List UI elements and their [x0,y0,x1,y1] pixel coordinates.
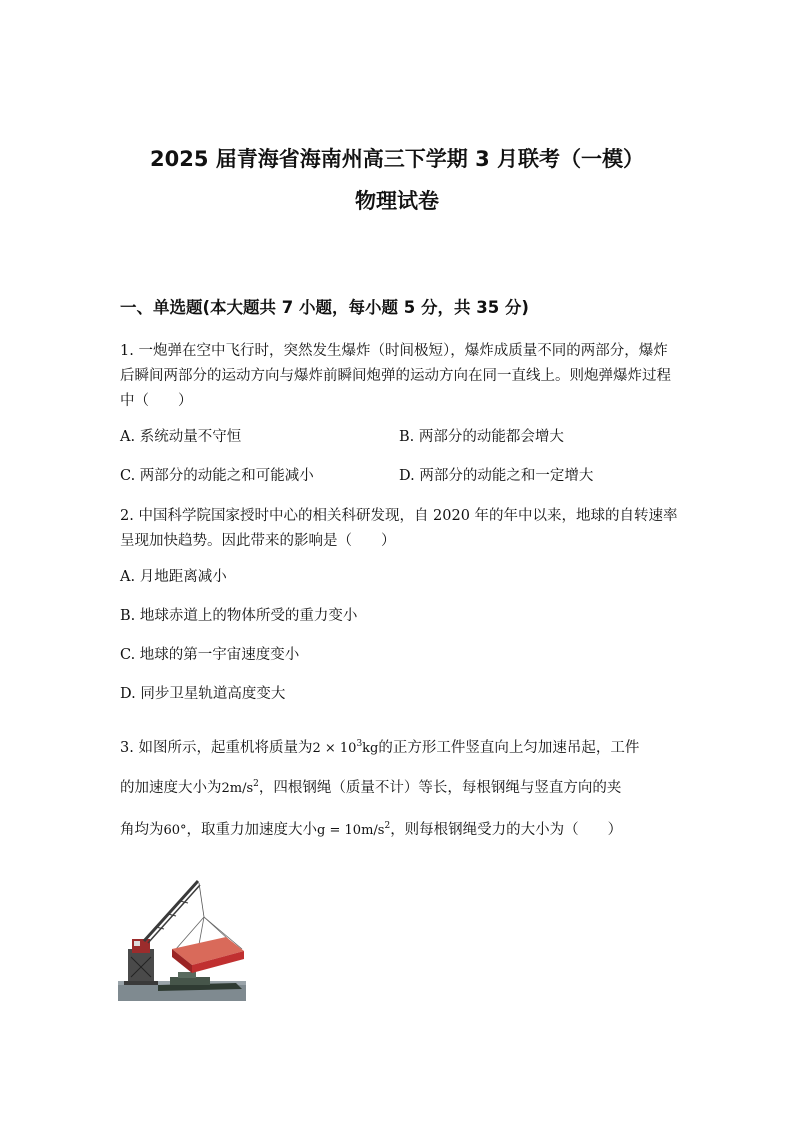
angle-value: 60° [163,823,187,838]
question-3-text: ，取重力加速度大小 [186,822,318,838]
question-2-option-b: B. 地球赤道上的物体所受的重力变小 [120,608,358,624]
question-1-option-b: B. 两部分的动能都会增大 [399,429,564,445]
question-2-stem: 2. 中国科学院国家授时中心的相关科研发现，自 2020 年的年中以来，地球的自转速率呈现加快趋势。因此带来的影响是（ ） [120,508,678,549]
question-3-text: 的正方形工件竖直向上匀加速吊起，工件 [378,740,640,756]
question-2-option-d: D. 同步卫星轨道高度变大 [120,686,286,702]
question-3-text: 角均为 [120,822,164,838]
question-3-text: ，四根钢绳（质量不计）等长，每根钢绳与竖直方向的夹 [258,780,622,796]
question-1-option-d: D. 两部分的动能之和一定增大 [399,468,594,484]
question-3-line-1 [120,733,639,760]
mass-formula: $2 \times 10^3kg$ [312,739,379,756]
question-3-text: 的加速度大小为 [120,780,222,796]
exam-title: 2025 届青海省海南州高三下学期 3 月联考（一模） [150,147,644,171]
question-2-option-a: A. 月地距离减小 [120,569,227,585]
question-3-text: ，则每根钢绳受力的大小为（ ） [390,822,623,838]
exam-subtitle: 物理试卷 [355,189,439,213]
section-heading: 一、单选题(本大题共 7 小题，每小题 5 分，共 35 分) [120,298,529,317]
question-3-line-3 [120,815,622,842]
question-1-option-a: A. 系统动量不守恒 [120,429,242,445]
acceleration-formula: $2m/s^2$ [221,779,259,796]
question-1-option-c: C. 两部分的动能之和可能减小 [120,468,314,484]
crane-photo-icon [118,877,246,1001]
question-3-line-2 [120,773,621,800]
gravity-formula: $g = 10m/s^2$ [317,821,391,838]
question-2-option-c: C. 地球的第一宇宙速度变小 [120,647,300,663]
question-1-stem: 1. 一炮弹在空中飞行时，突然发生爆炸（时间极短），爆炸成质量不同的两部分，爆炸后瞬间两部分的运动方向与爆炸前瞬间炮弹的运动方向在同一直线上。则炮弹爆炸过程中（ ） [120,343,671,409]
question-3-text: 3. 如图所示，起重机将质量为 [120,740,313,756]
